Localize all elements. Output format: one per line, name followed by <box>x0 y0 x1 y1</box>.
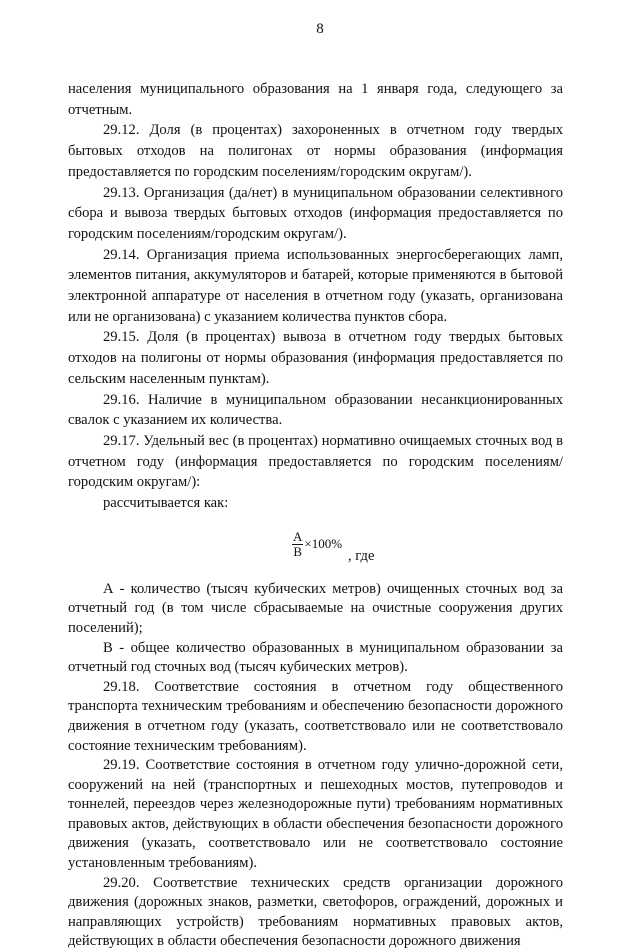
paragraph-29-18: 29.18. Соответствие состояния в отчетном году общественного транспорта техническим требованиям и обеспечению безопасности дорожного движения в отчетном году (указать, соответствовало или не соответствовало состояние техническим требованиям). <box>68 678 563 754</box>
paragraph-29-16: 29.16. Наличие в муниципальном образовании несанкционированных свалок с указанием их количества. <box>68 391 563 429</box>
paragraph-29-17: 29.17. Удельный вес (в процентах) нормативно очищаемых сточных вод в отчетном году (информация предоставляется по городским поселениям/городским округам/): <box>68 432 563 491</box>
formula-denominator: В <box>293 543 303 559</box>
paragraph-continuation: населения муниципального образования на 1 января года, следующего за отчетным. <box>68 81 563 118</box>
paragraph-29-14: 29.14. Организация приема использованных энергосберегающих ламп, элементов питания, аккумуляторов и батарей, которые применяются в бытовой электронной аппаратуре от населения в отчетном году (указать, организована или не организована) с указанием количества пунктов сбора. <box>68 246 563 325</box>
paragraph-29-13: 29.13. Организация (да/нет) в муниципальном образовании селективного сбора и вывоза твердых бытовых отходов (информация предоставляется по городским поселениям/городским округам/). <box>68 184 563 242</box>
formula-suffix: , где <box>348 547 375 564</box>
calculation-intro: рассчитывается как: <box>103 495 229 512</box>
paragraph-29-20: 29.20. Соответствие технических средств организации дорожного движения (дорожных знаков, разметки, светофоров, ограждений, дорожных и направляющих устройств) требованиям нормативных правовых актов, действующих в области обеспечения безопасности дорожного движения <box>68 874 563 950</box>
formula-numerator: А <box>293 528 303 544</box>
formula-factor: ×100% <box>304 535 343 551</box>
definition-b: В - общее количество образованных в муниципальном образовании за отчетный год сточных вод (тысяч кубических метров). <box>68 639 563 676</box>
paragraph-29-12: 29.12. Доля (в процентах) захороненных в отчетном году твердых бытовых отходов на полигонах от нормы образования (информация предоставляется по городским поселениям/городским округам/). <box>68 122 563 180</box>
definition-a: А - количество (тысяч кубических метров) очищенных сточных вод за отчетный год (в том числе сбрасываемые на очистные сооружения других поселений); <box>68 580 563 636</box>
paragraph-29-15: 29.15. Доля (в процентах) вывоза в отчетном году твердых бытовых отходов на полигоны от нормы образования (информация предоставляется по сельским населенным пунктам). <box>68 329 563 387</box>
document-body <box>68 79 563 952</box>
page-number: 8 <box>316 21 324 37</box>
formula-fraction <box>292 530 342 559</box>
paragraph-29-19: 29.19. Соответствие состояния в отчетном году улично-дорожной сети, сооружений на ней (транспортных и пешеходных мостов, путепроводов и тоннелей, переездов через железнодорожные пути) требованиям нормативных правовых актов, действующих в области обеспечения безопасности дорожного движения (указать, соответствовало или не соответствовало состояние установленным требованиям). <box>68 757 563 872</box>
formula <box>68 514 563 580</box>
